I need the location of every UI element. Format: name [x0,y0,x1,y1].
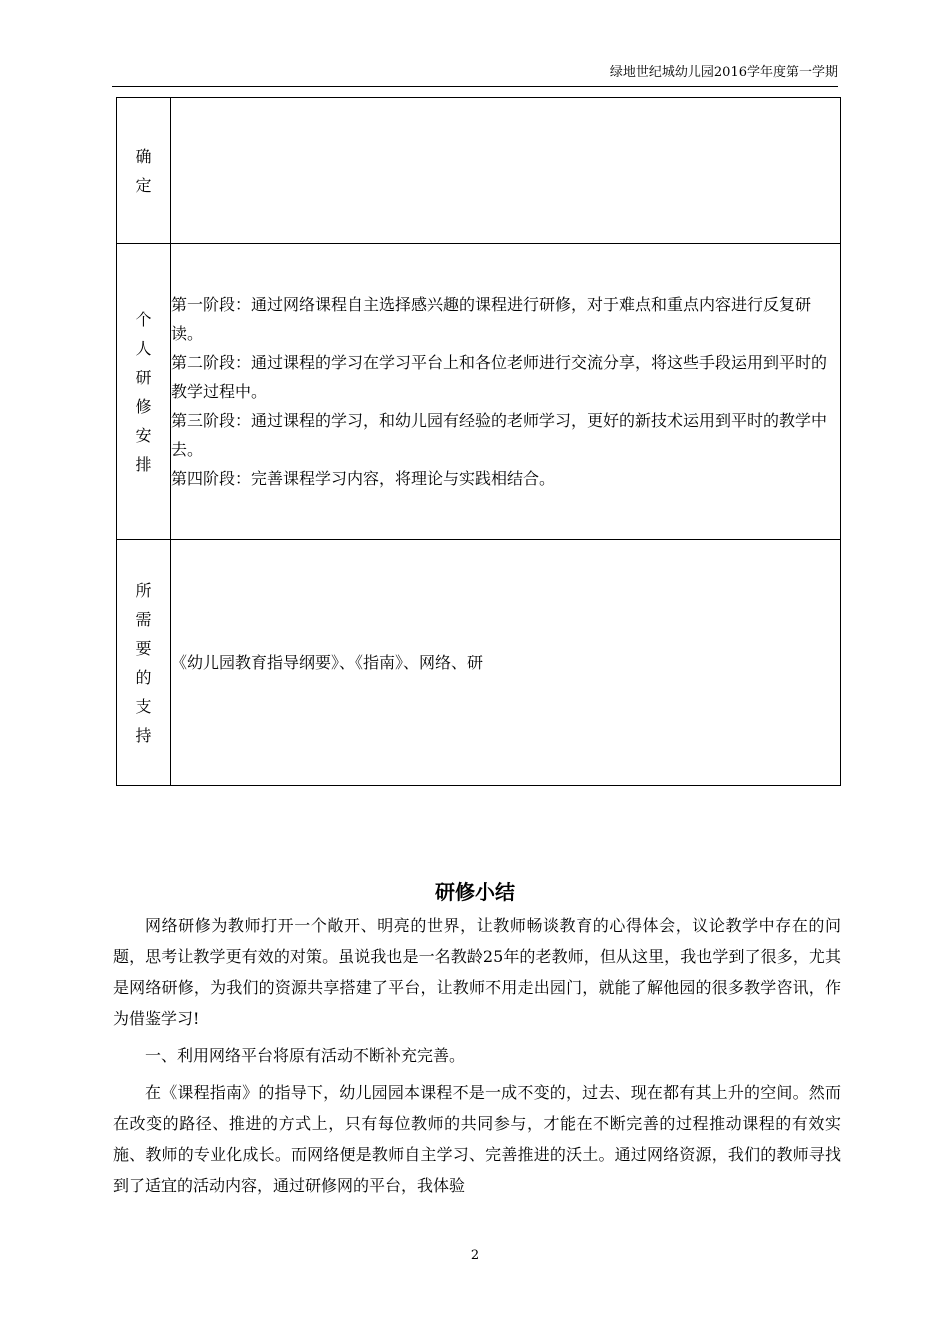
table-row-plan [117,244,841,540]
summary-paragraph: 一、利用网络平台将原有活动不断补充完善。 [145,1046,466,1065]
label-char: 持 [135,725,152,745]
page-number: 2 [470,1248,480,1263]
support-text: 《幼儿园教育指导纲要》、《指南》、网络、研 [171,653,484,672]
stage-paragraph: 第二阶段：通过课程的学习在学习平台上和各位老师进行交流分享，将这些手段运用到平时的教学过程中。 [171,353,828,401]
row-content-support [171,540,841,786]
label-char: 人 [135,338,152,358]
stage-paragraph: 第四阶段：完善课程学习内容，将理论与实践相结合。 [171,469,556,488]
label-char: 要 [135,638,152,658]
label-char: 排 [135,454,152,474]
page-header: 绿地世纪城幼儿园2016学年度第一学期 [112,64,838,87]
summary-paragraph: 在《课程指南》的指导下，幼儿园园本课程不是一成不变的，过去、现在都有其上升的空间。然而在改变的路径、推进的方式上，只有每位教师的共同参与，才能在不断完善的过程推动课程的有效实施、教师的专业化成长。而网络便是教师自主学习、完善推进的沃土。通过网络资源，我们的教师寻找到了适宜的活动内容，通过研修网的平台，我体验 [113,1083,841,1195]
row-label-support [117,540,171,786]
label-char: 支 [135,696,152,716]
row-content-plan [171,244,841,540]
label-char: 个 [135,309,152,329]
label-char: 研 [135,367,152,387]
summary-body [113,910,841,1201]
summary-title: 研修小结 [435,880,515,904]
summary-paragraph: 网络研修为教师打开一个敞开、明亮的世界，让教师畅谈教育的心得体会，议论教学中存在的问题，思考让教学更有效的对策。虽说我也是一名教龄25年的老教师，但从这里，我也学到了很多，尤其是网络研修，为我们的资源共享搭建了平台，让教师不用走出园门，就能了解他园的很多教学咨讯，作为借鉴学习! [113,916,841,1028]
label-char: 修 [135,396,152,416]
table-row-confirm [117,98,841,244]
label-char: 确 [135,146,152,166]
label-char: 的 [135,667,152,687]
label-char: 所 [135,580,152,600]
label-char: 安 [135,425,152,445]
row-label-confirm [117,98,171,244]
plan-table [116,97,841,786]
table-row-support [117,540,841,786]
label-char: 定 [135,175,152,195]
label-char: 需 [135,609,152,629]
stage-paragraph: 第三阶段：通过课程的学习，和幼儿园有经验的老师学习，更好的新技术运用到平时的教学中去。 [171,411,828,459]
row-label-plan [117,244,171,540]
row-content-confirm [171,98,841,244]
stage-paragraph: 第一阶段：通过网络课程自主选择感兴趣的课程进行研修，对于难点和重点内容进行反复研读。 [171,295,812,343]
